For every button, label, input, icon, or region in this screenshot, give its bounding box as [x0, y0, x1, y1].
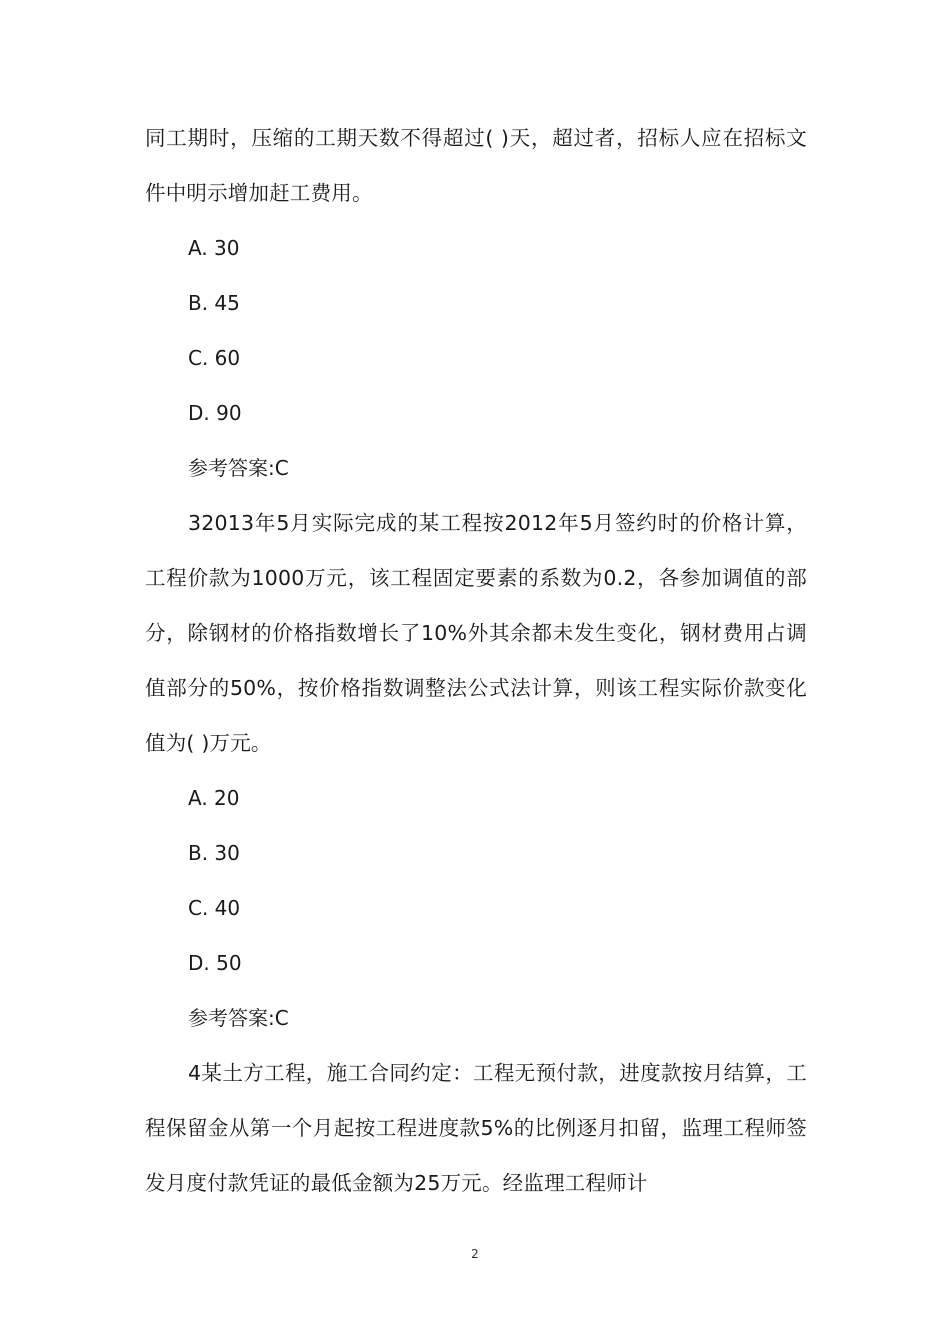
question-2-option-a: A. 30: [188, 236, 240, 260]
question-3-answer: 参考答案:C: [188, 1006, 289, 1030]
question-2-text: 同工期时，压缩的工期天数不得超过( )天，超过者，招标人应在招标文件中明示增加赶工费用。: [145, 126, 807, 205]
question-3-text: 32013年5月实际完成的某工程按2012年5月签约时的价格计算，工程价款为1000万元，该工程固定要素的系数为0.2，各参加调值的部分，除钢材的价格指数增长了10%外其余都未发生变化，钢材费用占调值部分的50%，按价格指数调整法公式法计算，则该工程实际价款变化值为( )万元。: [145, 511, 807, 755]
document-body: [145, 111, 807, 1211]
question-2-option-d: D. 90: [188, 401, 242, 425]
question-3-option-d: D. 50: [188, 951, 242, 975]
question-3-option-c: C. 40: [188, 896, 241, 920]
question-3-option-b: B. 30: [188, 841, 240, 865]
question-3-option-a: A. 20: [188, 786, 240, 810]
question-2-answer: 参考答案:C: [188, 456, 289, 480]
page-number: 2: [471, 1247, 479, 1261]
question-4-text: 4某土方工程，施工合同约定：工程无预付款，进度款按月结算，工程保留金从第一个月起按工程进度款5%的比例逐月扣留，监理工程师签发月度付款凭证的最低金额为25万元。经监理工程师计: [145, 1061, 807, 1195]
question-2-option-b: B. 45: [188, 291, 240, 315]
question-2-option-c: C. 60: [188, 346, 241, 370]
